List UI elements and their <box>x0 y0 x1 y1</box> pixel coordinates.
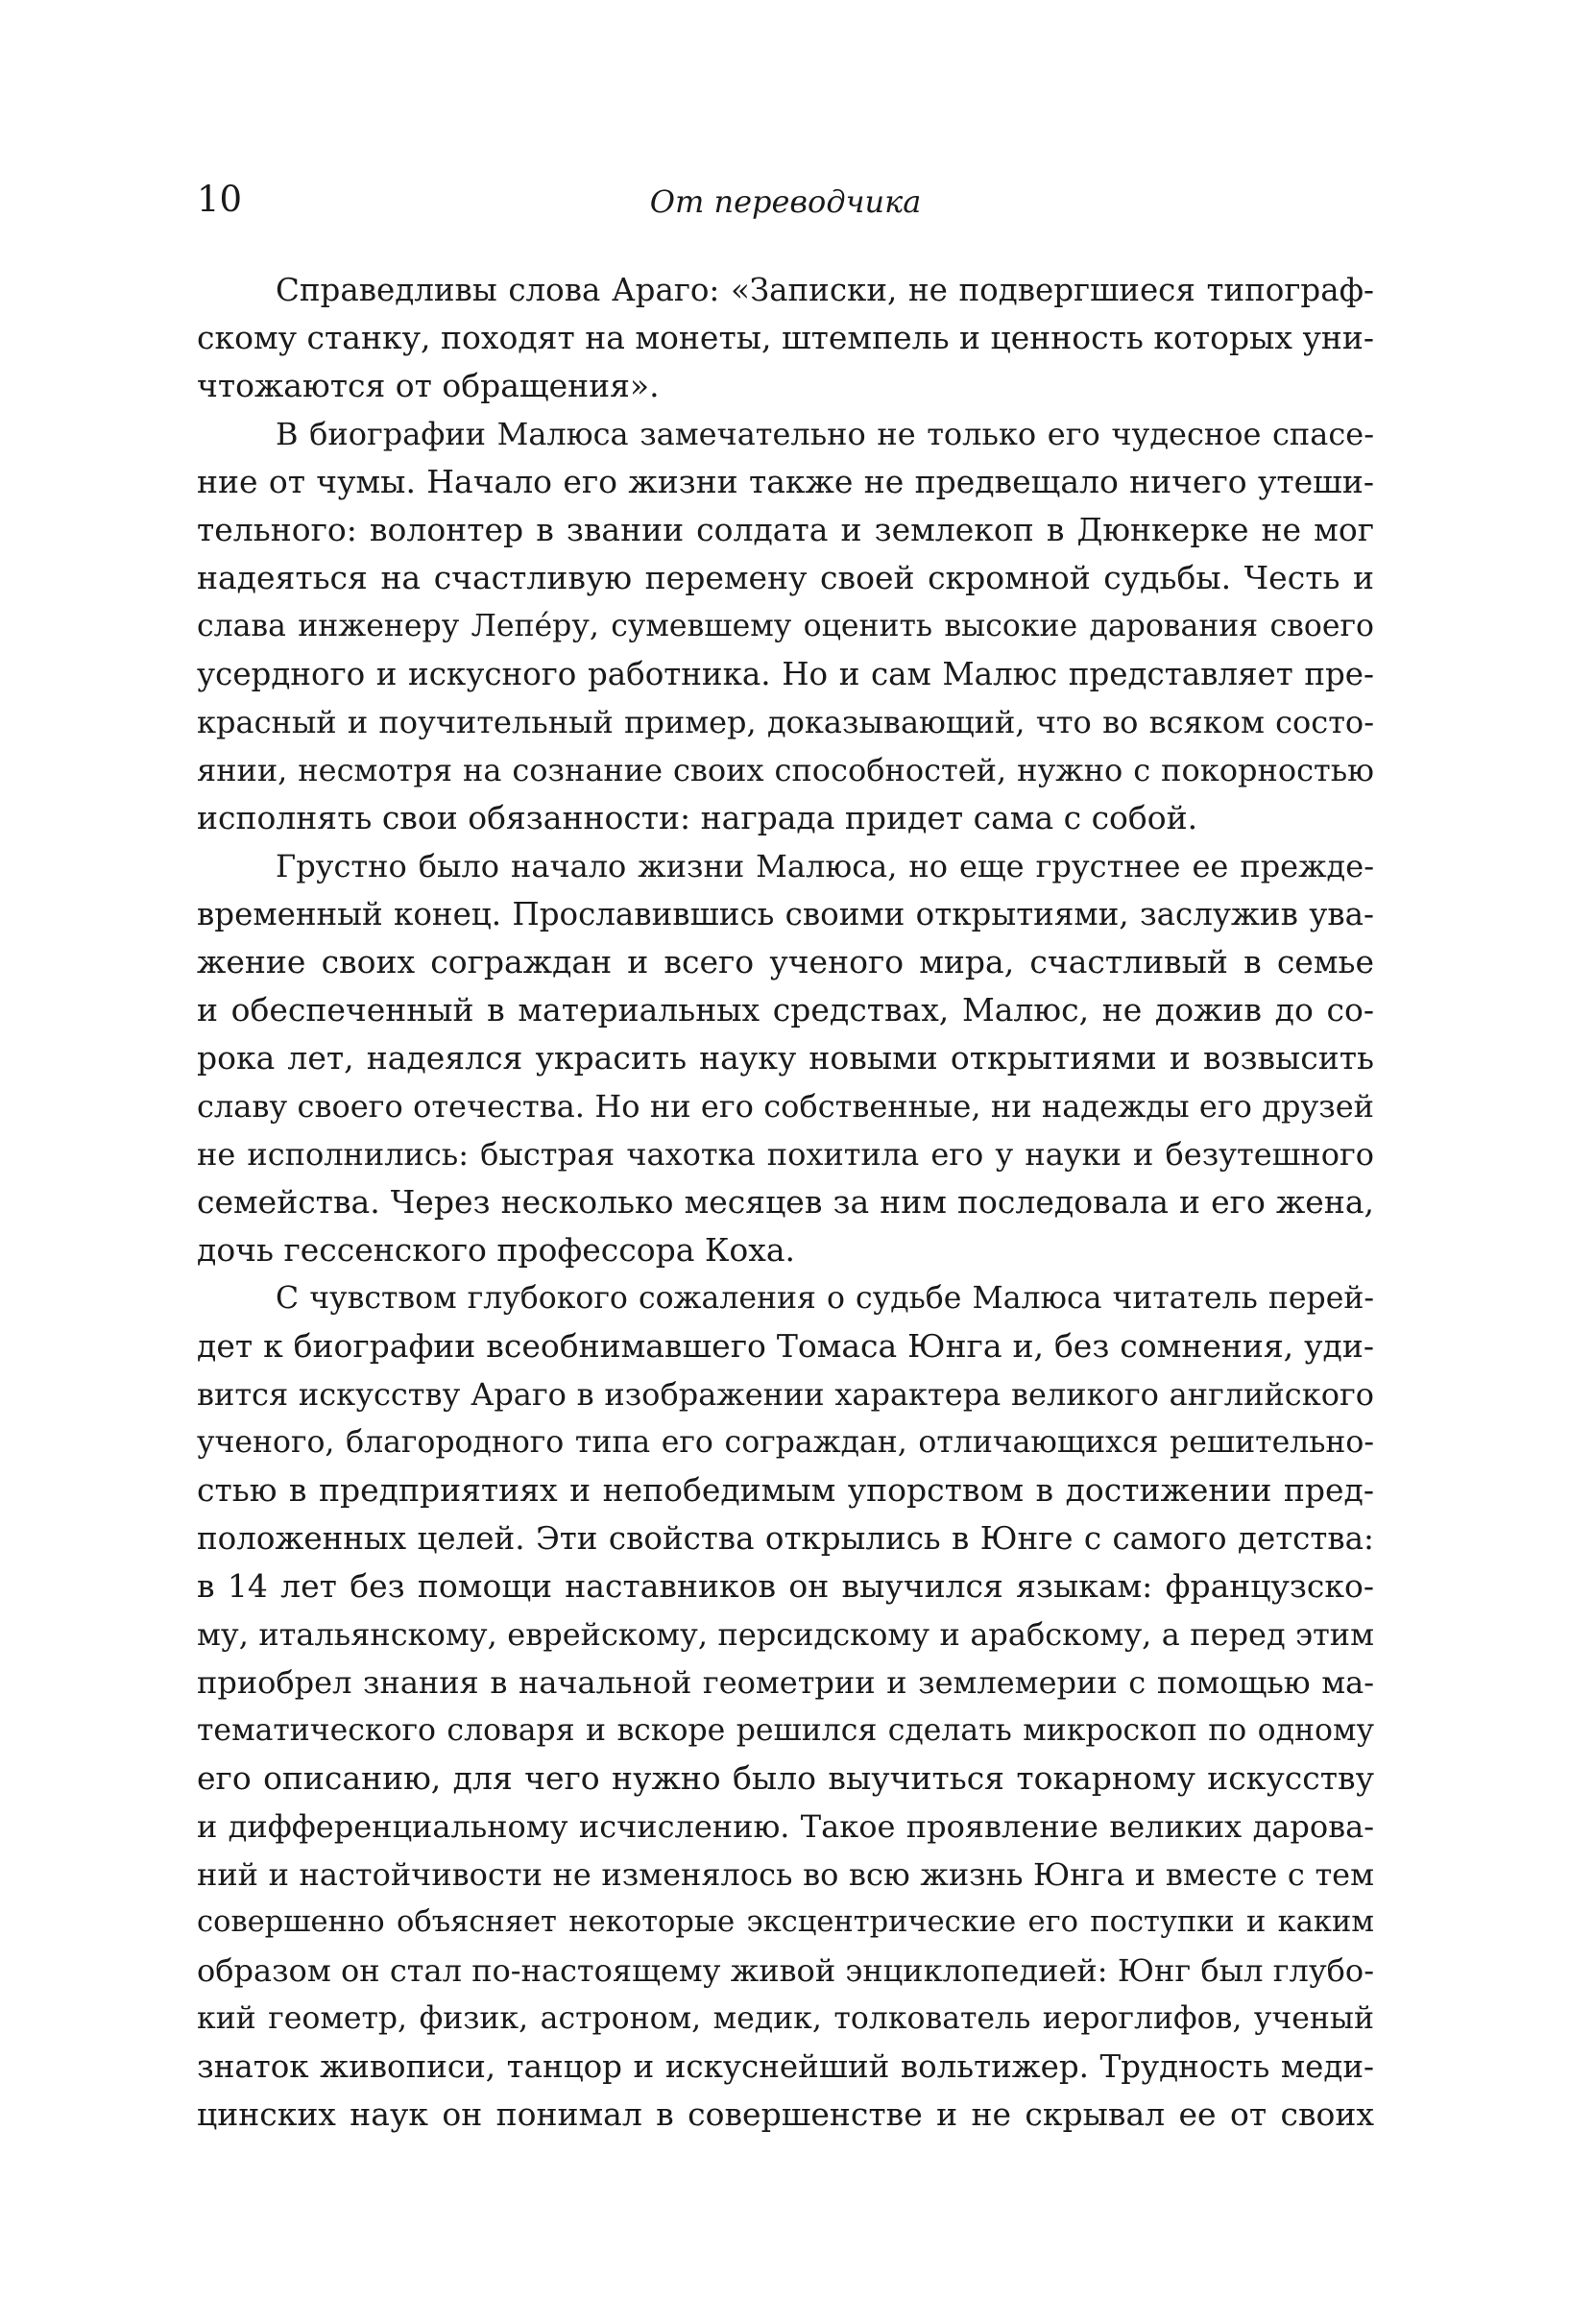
text-line: и дифференциальному исчислению. Такое проявление великих дарова- <box>197 1808 1374 1845</box>
text-line: совершенно объясняет некоторые эксцентрические его поступки и каким <box>197 1905 1374 1939</box>
text-line: С чувством глубокого сожаления о судьбе Малюса читатель перей- <box>276 1281 1374 1316</box>
text-line: тельного: волонтер в звании солдата и землекоп в Дюнкерке не мог <box>197 511 1374 548</box>
text-line: вится искусству Араго в изображении характера великого английского <box>197 1376 1374 1413</box>
text-line: слава инженеру Лепéру, сумевшему оценить высокие дарования своего <box>197 609 1374 643</box>
text-line: чтожаются от обращения». <box>197 367 660 404</box>
text-line: рока лет, надеялся украсить науку новыми открытиями и возвысить <box>197 1039 1374 1077</box>
paragraph <box>197 266 1374 410</box>
text-line: его описанию, для чего нужно было выучиться токарному искусству <box>197 1759 1374 1797</box>
text-line: ученого, благородного типа его сограждан, отличающихся решительно- <box>197 1425 1374 1460</box>
text-line: ний и настойчивости не изменялось во всю жизнь Юнга и вместе с тем <box>197 1856 1374 1893</box>
body-text <box>197 266 1374 2139</box>
text-line: славу своего отечества. Но ни его собственные, ни надежды его друзей <box>197 1088 1374 1125</box>
text-line: ние от чумы. Начало его жизни также не предвещало ничего утеши- <box>197 463 1374 500</box>
text-line: временный конец. Прославившись своими открытиями, заслужив ува- <box>197 896 1374 932</box>
text-line: семейства. Через несколько месяцев за ним последовала и его жена, <box>197 1183 1374 1221</box>
text-line: му, итальянскому, еврейскому, персидскому и арабскому, а перед этим <box>197 1616 1374 1653</box>
text-line: Справедливы слова Араго: «Записки, не подвергшиеся типограф- <box>276 272 1374 308</box>
text-line: красный и поучительный пример, доказывающий, что во всяком состо- <box>197 704 1374 740</box>
text-line: кий геометр, физик, астроном, медик, толкователь иероглифов, ученый <box>197 2001 1374 2036</box>
text-line: тематического словаря и вскоре решился сделать микроскоп по одному <box>197 1713 1374 1748</box>
text-line: знаток живописи, танцор и искуснейший вольтижер. Трудность меди- <box>197 2048 1374 2085</box>
text-line: исполнять свои обязанности: награда придет сама с собой. <box>197 799 1198 836</box>
paragraph <box>197 1274 1374 2139</box>
text-line: В биографии Малюса замечательно не только его чудесное спасе- <box>276 416 1374 452</box>
text-line: надеяться на счастливую перемену своей скромной судьбы. Честь и <box>197 559 1374 596</box>
text-line: жение своих сограждан и всего ученого мира, счастливый в семье <box>197 943 1374 980</box>
running-head: От переводчика <box>649 183 922 220</box>
text-line: Грустно было начало жизни Малюса, но еще грустнее ее прежде- <box>276 848 1374 884</box>
text-line: положенных целей. Эти свойства открылись в Юнге с самого детства: <box>197 1520 1374 1557</box>
text-line: стью в предприятиях и непобедимым упорством в достижении пред- <box>197 1471 1374 1509</box>
page-number: 10 <box>197 179 243 220</box>
text-line: усердного и искусного работника. Но и сам Малюс представляет пре- <box>197 656 1374 692</box>
text-line: и обеспеченный в материальных средствах, Малюс, не дожив до со- <box>197 991 1374 1029</box>
text-line: цинских наук он понимал в совершенстве и не скрывал ее от своих <box>197 2095 1374 2133</box>
text-line: дочь гессенского профессора Коха. <box>197 1231 796 1269</box>
text-line: в 14 лет без помощи наставников он выучился языкам: французско- <box>197 1567 1374 1605</box>
text-line: приобрел знания в начальной геометрии и землемерии с помощью ма- <box>197 1664 1374 1701</box>
text-line: скому станку, походят на монеты, штемпель и ценность которых уни- <box>197 319 1374 356</box>
text-line: янии, несмотря на сознание своих способностей, нужно с покорностью <box>197 752 1374 788</box>
paragraph <box>197 410 1374 842</box>
text-line: не исполнились: быстрая чахотка похитила его у науки и безутешного <box>197 1136 1374 1173</box>
text-line: образом он стал по-настоящему живой энциклопедией: Юнг был глубо- <box>197 1952 1374 1989</box>
paragraph <box>197 842 1374 1274</box>
text-line: дет к биографии всеобнимавшего Томаса Юнга и, без сомнения, уди- <box>197 1327 1374 1365</box>
